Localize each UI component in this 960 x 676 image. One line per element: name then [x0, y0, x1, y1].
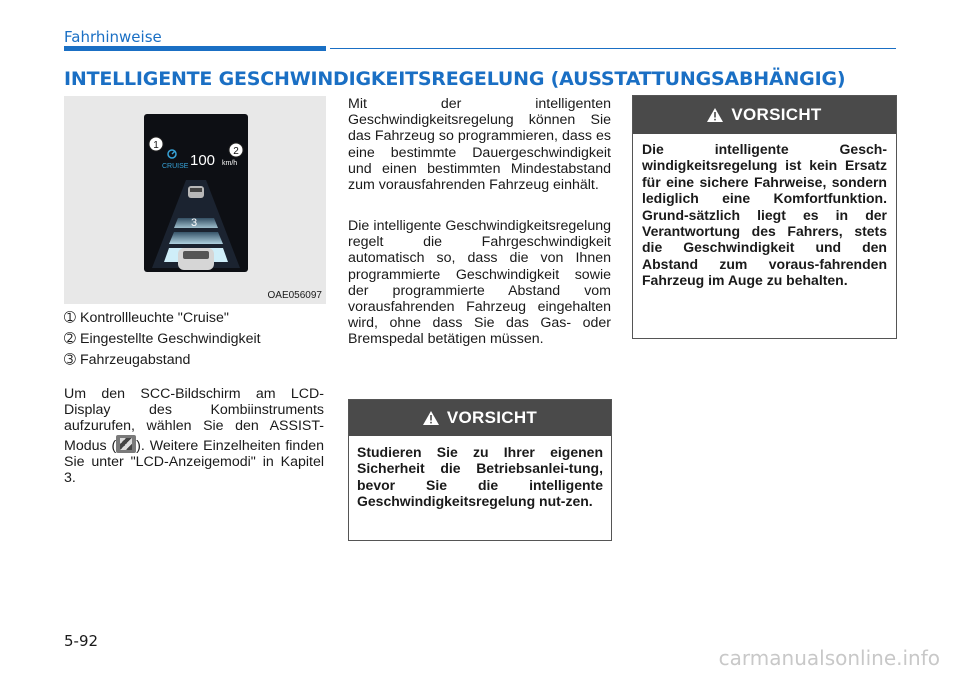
page-number: 5-92 [64, 632, 99, 650]
warning-triangle-icon [423, 411, 439, 425]
caution-header [633, 96, 896, 134]
header-rule-thick [64, 46, 326, 51]
legend-item [64, 329, 326, 350]
legend-item [64, 350, 326, 371]
caution-heading: VORSICHT [446, 408, 538, 427]
callout-2: 2 [233, 146, 239, 157]
speed-unit: km/h [222, 160, 238, 167]
lcd-text-end: ). Weitere Einzelheiten finden Sie unter "LCD-Anzeigemodi" in Kapitel 3. [64, 437, 324, 487]
function-paragraph: Die intelligente Geschwindigkeitsregelung regelt die Fahrgeschwindigkeit automatisch so, dass die von Ihnen programmierte Geschwindigkeit sowie der programmierte Abstand vom vorausfahrenden Fahrzeug eingehalten wird, ohne dass Sie das Gas- oder Bremspedal betätigen müssen. [348, 218, 611, 348]
legend-text: Fahrzeugabstand [80, 352, 191, 368]
legend-text: Eingestellte Geschwindigkeit [80, 331, 261, 347]
warning-triangle-icon [707, 108, 723, 122]
legend-item [64, 308, 326, 329]
speed-value: 100 [190, 152, 216, 169]
caution-box-manual [348, 399, 612, 541]
lcd-text-start: Um den SCC-Bildschirm am LCD-Display des Kombiinstruments aufzurufen, wählen Sie den ASSIST-Modus ( [64, 386, 324, 454]
legend-number: ➀ [64, 310, 76, 326]
assist-mode-icon [116, 435, 136, 453]
callout-2-marker [228, 142, 244, 158]
callout-1-marker [148, 136, 164, 152]
own-vehicle-icon [178, 248, 214, 270]
watermark: carmanualsonline.info [718, 646, 940, 670]
legend-number: ➂ [64, 352, 76, 368]
caution-box-responsibility [632, 95, 897, 339]
callout-1: 1 [153, 140, 159, 151]
intro-paragraph: Mit der intelligenten Geschwindigkeitsregelung können Sie das Fahrzeug so programmieren, dass es eine bestimmte Dauergeschwindigkeit und einen bestimmten Mindestabstand zum vorausfahrenden Fahrzeug einhält. [348, 96, 611, 194]
cruise-label: CRUISE [162, 163, 189, 170]
caution-text: Studieren Sie zu Ihrer eigenen Sicherheit die Betriebsanlei-tung, bevor Sie die intelligente Geschwindigkeitsregelung nut-zen. [357, 444, 603, 510]
cluster-figure [64, 96, 326, 304]
distance-bar-2 [169, 232, 223, 244]
caution-heading: VORSICHT [731, 105, 822, 124]
legend-text: Kontrollleuchte "Cruise" [80, 310, 229, 326]
legend-number: ➁ [64, 331, 76, 347]
lead-vehicle-icon [188, 186, 204, 198]
figure-legend [64, 308, 326, 371]
section-label: Fahrhinweise [64, 28, 162, 46]
lcd-instructions-paragraph [64, 386, 324, 486]
page-title: INTELLIGENTE GESCHWINDIGKEITSREGELUNG (AUSSTATTUNGSABHÄNGIG) [64, 68, 846, 90]
callout-3: 3 [191, 217, 198, 229]
cruise-indicator-icon [168, 150, 176, 158]
figure-code: OAE056097 [267, 290, 322, 301]
caution-header [349, 400, 611, 436]
header-rule-thin [330, 48, 896, 49]
caution-text: Die intelligente Gesch-windigkeitsregelung ist kein Ersatz für eine sichere Fahrweise, sondern lediglich eine Komfortfunktion. Grund-sätzlich liegt es in der Verantwortung des Fahrers, stets die Geschwindigkeit und den Abstand zum voraus-fahrenden Fahrzeug im Auge zu behalten. [642, 141, 887, 289]
